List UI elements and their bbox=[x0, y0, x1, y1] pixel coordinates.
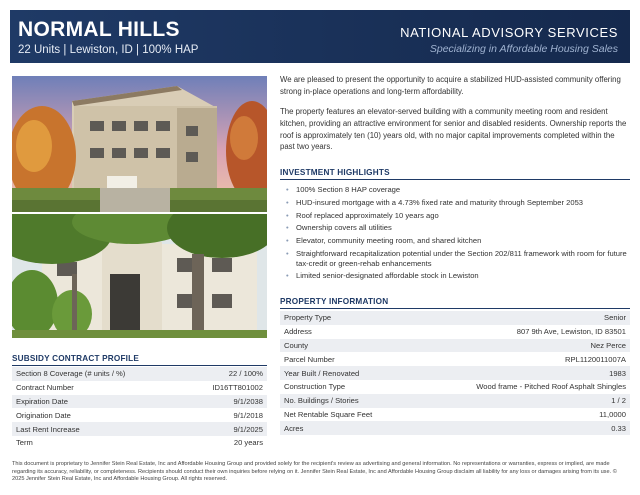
row-label: Term bbox=[16, 438, 33, 448]
disclaimer-text: This document is proprietary to Jennifer Stein Real Estate, Inc and Affordable Housing Group and provided solely for the recipient's review as advertising and general information. No representations or warranties, express or implied, are made regarding its accuracy, reliability, or completeness. Recipients should conduct their own inquiries before relying on it. Jennifer Stein Real Estate, Inc and Affordable Housing Group disclaim all liability for any loss or damages arising from its use. © 2025 Jennifer Stein Real Estate, Inc and Affordable Housing Group. All rights reserved. bbox=[12, 461, 617, 483]
row-label: No. Buildings / Stories bbox=[280, 394, 413, 408]
table-row bbox=[280, 325, 630, 339]
row-value: 807 9th Ave, Lewiston, ID 83501 bbox=[516, 327, 626, 337]
row-value: 22 / 100% bbox=[182, 367, 267, 381]
row-label: Property Type bbox=[280, 311, 413, 325]
firm-tagline: Specializing in Affordable Housing Sales bbox=[429, 43, 618, 55]
list-item bbox=[286, 198, 630, 208]
header-banner bbox=[10, 10, 630, 63]
subsidy-table bbox=[12, 367, 267, 450]
list-item bbox=[286, 249, 630, 268]
intro-paragraph-1: We are pleased to present the opportunity to acquire a stabilized HUD-assisted community offering strong in-place operations and long-term affordability. bbox=[280, 75, 621, 96]
bullet-icon: • bbox=[286, 185, 289, 194]
row-label: Expiration Date bbox=[12, 395, 182, 409]
list-item bbox=[286, 223, 630, 233]
building-exterior-autumn-photo bbox=[12, 76, 267, 212]
highlight-text: Elevator, community meeting room, and shared kitchen bbox=[296, 236, 482, 246]
row-label: Year Built / Renovated bbox=[280, 366, 413, 380]
intro-paragraph-2: The property features an elevator-served building with a community meeting room and resident kitchen, providing an attractive environment for senior and disabled residents. Ownership reports the roof is approximately ten (10) years old, with no major capital improvements completed within the past two years. bbox=[280, 107, 627, 152]
highlights-section-title: INVESTMENT HIGHLIGHTS bbox=[280, 168, 630, 180]
table-row bbox=[12, 395, 267, 409]
table-row bbox=[280, 339, 630, 353]
table-row bbox=[280, 311, 630, 325]
row-value: 11,0000 bbox=[599, 409, 626, 419]
bullet-icon: • bbox=[286, 210, 289, 220]
row-value: Wood frame - Pitched Roof Asphalt Shingles bbox=[476, 382, 626, 392]
row-label: Parcel Number bbox=[284, 354, 335, 364]
property-subtitle: 22 Units | Lewiston, ID | 100% HAP bbox=[18, 44, 199, 56]
row-value: Senior bbox=[413, 311, 630, 325]
row-value: 9/1/2038 bbox=[182, 395, 267, 409]
row-label: County bbox=[280, 339, 413, 353]
row-value: 9/1/2025 bbox=[182, 422, 267, 436]
row-label: Net Rentable Square Feet bbox=[284, 409, 373, 419]
property-title: NORMAL HILLS bbox=[18, 18, 180, 41]
list-item bbox=[286, 211, 630, 221]
list-item bbox=[286, 271, 630, 281]
subsidy-section-title: SUBSIDY CONTRACT PROFILE bbox=[12, 354, 267, 366]
row-label: Construction Type bbox=[284, 382, 346, 392]
table-row bbox=[280, 380, 630, 394]
highlight-text: HUD-insured mortgage with a 4.73% fixed rate and maturity through September 2053 bbox=[296, 197, 584, 207]
list-item bbox=[286, 185, 630, 195]
bullet-icon: • bbox=[286, 271, 289, 281]
table-row bbox=[280, 421, 630, 435]
table-row bbox=[12, 381, 267, 395]
row-value: 9/1/2018 bbox=[233, 410, 263, 420]
highlight-text: Limited senior-designated affordable stock in Lewiston bbox=[296, 271, 479, 281]
highlight-text: Ownership covers all utilities bbox=[296, 223, 392, 233]
row-label: Last Rent Increase bbox=[12, 422, 182, 436]
highlights-list bbox=[286, 185, 630, 284]
row-label: Section 8 Coverage (# units / %) bbox=[12, 367, 182, 381]
bullet-icon: • bbox=[286, 197, 289, 207]
highlight-text: 100% Section 8 HAP coverage bbox=[296, 185, 401, 194]
building-exterior-trees-photo bbox=[12, 214, 267, 338]
row-value: Nez Perce bbox=[413, 339, 630, 353]
table-row bbox=[280, 352, 630, 366]
property-info-section-title: PROPERTY INFORMATION bbox=[280, 297, 630, 309]
row-value: 0.33 bbox=[413, 421, 630, 435]
table-row bbox=[280, 394, 630, 408]
row-label: Contract Number bbox=[16, 383, 74, 393]
row-label: Address bbox=[284, 327, 312, 337]
bullet-icon: • bbox=[286, 248, 289, 258]
list-item bbox=[286, 236, 630, 246]
table-row bbox=[12, 422, 267, 436]
property-info-table bbox=[280, 311, 630, 435]
row-value: ID16TT801002 bbox=[212, 383, 263, 393]
table-row bbox=[280, 366, 630, 380]
bullet-icon: • bbox=[286, 236, 289, 246]
highlight-text: Roof replaced approximately 10 years ago bbox=[296, 210, 439, 220]
row-value: 1983 bbox=[413, 366, 630, 380]
table-row bbox=[280, 408, 630, 422]
table-row bbox=[12, 436, 267, 450]
bullet-icon: • bbox=[286, 223, 289, 233]
table-row bbox=[12, 408, 267, 422]
row-value: RPL1120011007A bbox=[565, 354, 626, 364]
firm-name: NATIONAL ADVISORY SERVICES bbox=[400, 25, 618, 40]
row-label: Acres bbox=[280, 421, 413, 435]
row-value: 20 years bbox=[233, 438, 263, 448]
table-row bbox=[12, 367, 267, 381]
highlight-text: Straightforward recapitalization potential under the Section 202/811 framework with room for future tax-credit or green-rehab enhancements bbox=[296, 248, 627, 268]
row-label: Origination Date bbox=[16, 410, 71, 420]
row-value: 1 / 2 bbox=[413, 394, 630, 408]
